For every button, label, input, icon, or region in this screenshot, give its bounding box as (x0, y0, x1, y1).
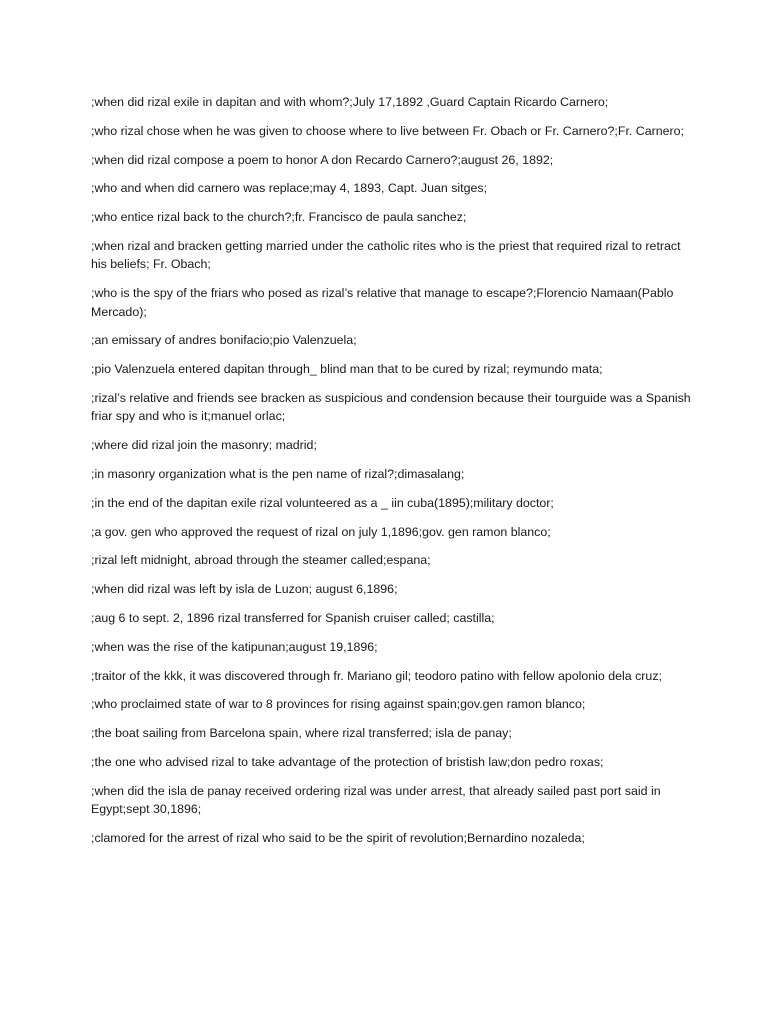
list-item: ;the boat sailing from Barcelona spain, where rizal transferred; isla de panay; (91, 726, 512, 741)
list-item: ;a gov. gen who approved the request of rizal on july 1,1896;gov. gen ramon blanco; (91, 524, 551, 539)
list-item: ;an emissary of andres bonifacio;pio Valenzuela; (91, 333, 357, 348)
list-item: ;traitor of the kkk, it was discovered through fr. Mariano gil; teodoro patino with fellow apolonio dela cruz; (91, 668, 662, 683)
list-item: ;who rizal chose when he was given to choose where to live between Fr. Obach or Fr. Carnero?;Fr. Carnero; (91, 123, 684, 138)
question-answer-list (91, 93, 691, 858)
list-item: ;when did rizal was left by isla de Luzon; august 6,1896; (91, 582, 398, 597)
list-item: ;in the end of the dapitan exile rizal volunteered as a _ iin cuba(1895);military doctor; (91, 495, 554, 510)
list-item: ;when did rizal exile in dapitan and with whom?;July 17,1892 ,Guard Captain Ricardo Carnero; (91, 95, 609, 109)
list-item: ;the one who advised rizal to take advantage of the protection of bristish law;don pedro roxas; (91, 754, 604, 769)
list-item: ;clamored for the arrest of rizal who said to be the spirit of revolution;Bernardino nozaleda; (91, 830, 585, 845)
list-item: ;who proclaimed state of war to 8 provinces for rising against spain;gov.gen ramon blanco; (91, 697, 586, 712)
list-item: ;who is the spy of the friars who posed as rizal’s relative that manage to escape?;Florencio Namaan(Pablo Mercado); (91, 286, 674, 319)
list-item: ;who and when did carnero was replace;may 4, 1893, Capt. Juan sitges; (91, 181, 488, 196)
list-item: ;rizal left midnight, abroad through the steamer called;espana; (91, 553, 431, 568)
list-item: ;who entice rizal back to the church?;fr. Francisco de paula sanchez; (91, 210, 467, 225)
list-item: ;when did rizal compose a poem to honor A don Recardo Carnero?;august 26, 1892; (91, 152, 554, 167)
list-item: ;pio Valenzuela entered dapitan through_ blind man that to be cured by rizal; reymundo mata; (91, 362, 603, 377)
list-item: ;rizal’s relative and friends see bracken as suspicious and condension because their tourguide was a Spanish friar spy and who is it;manuel orlac; (91, 390, 691, 424)
list-item: ;when was the rise of the katipunan;august 19,1896; (91, 639, 378, 654)
list-item: ;aug 6 to sept. 2, 1896 rizal transferred for Spanish cruiser called; castilla; (91, 610, 495, 625)
list-item: ;in masonry organization what is the pen name of rizal?;dimasalang; (91, 466, 465, 481)
list-item: ;when did the isla de panay received ordering rizal was under arrest, that already sailed past port said in Egypt;sept 30,1896; (91, 783, 661, 817)
list-item: ;where did rizal join the masonry; madrid; (91, 438, 317, 453)
list-item: ;when rizal and bracken getting married under the catholic rites who is the priest that required rizal to retract his beliefs; Fr. Obach; (91, 238, 681, 272)
